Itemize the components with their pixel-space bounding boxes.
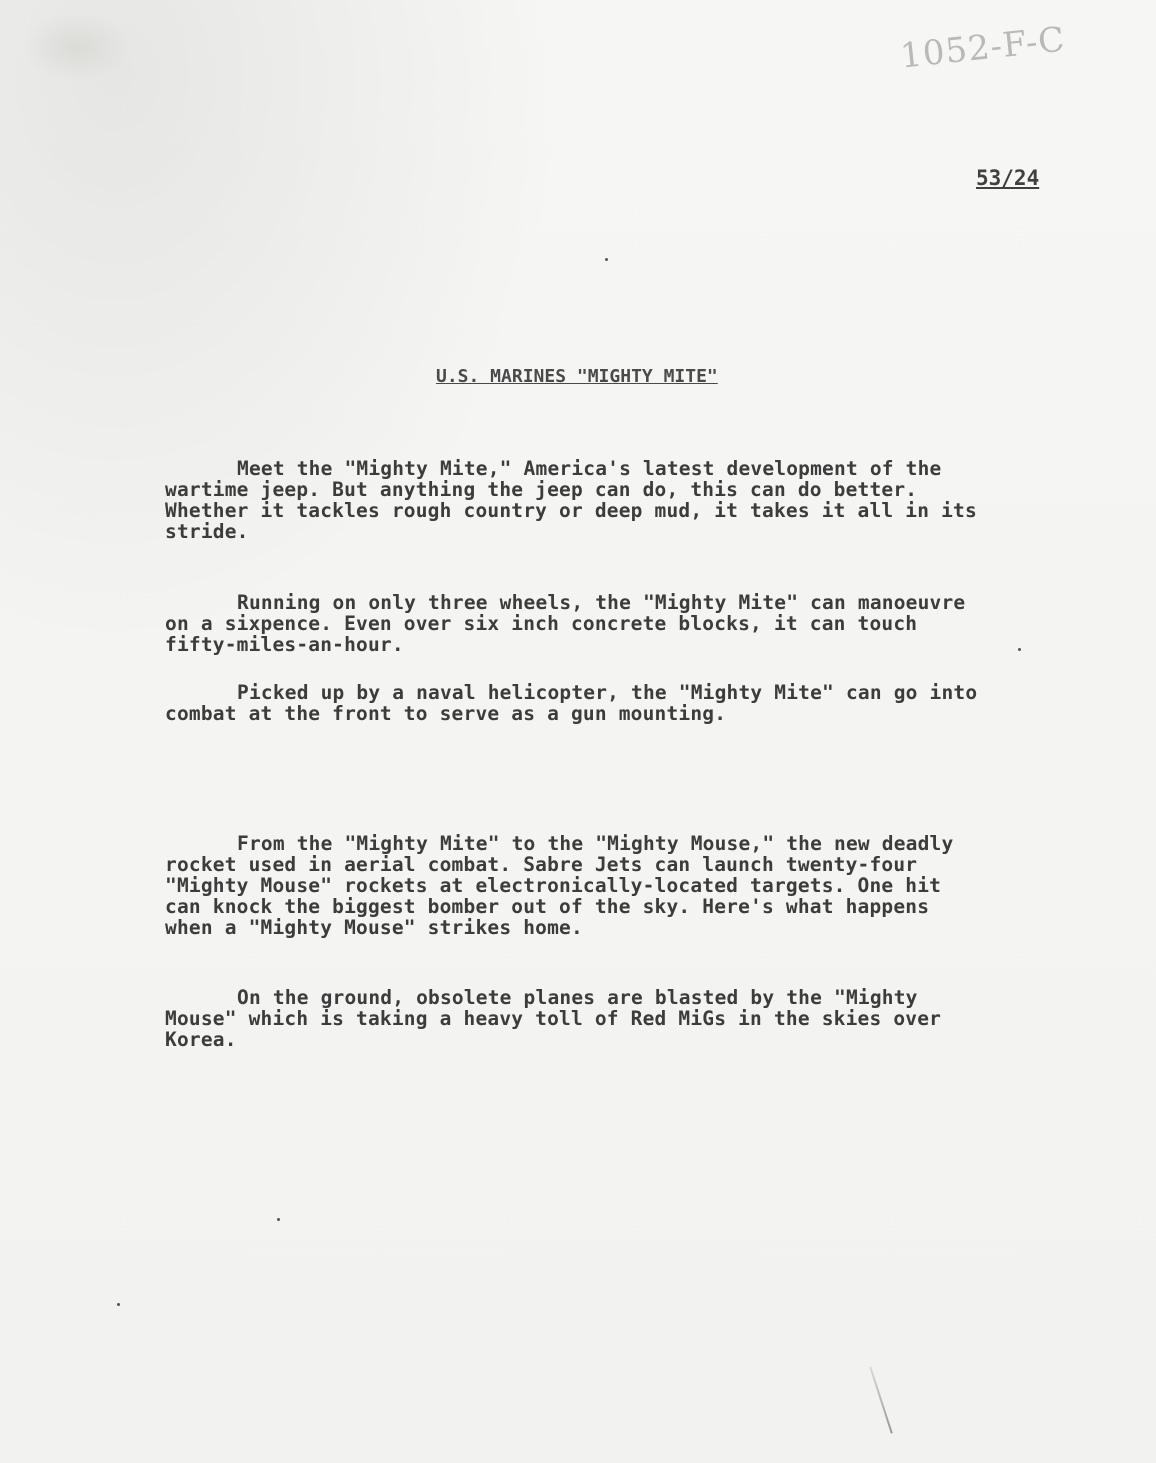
speck-mark — [1018, 648, 1021, 651]
paragraph-2: Running on only three wheels, the "Mighty Mite" can manoeuvre on a sixpence. Even over six inch concrete blocks, it can touch fifty-miles-an-hour. — [165, 591, 966, 656]
paragraph-4: From the "Mighty Mite" to the "Mighty Mouse," the new deadly rocket used in aerial combat. Sabre Jets can launch twenty-four "Mighty Mouse" rockets at electronically-located targets. One hit can knock the biggest bomber out of the sky. Here's what happens when a "Mighty Mouse" strikes home. — [165, 832, 954, 939]
speck-mark — [277, 1218, 280, 1221]
pencil-mark — [869, 1366, 893, 1433]
handwritten-reference: 1052-F-C — [898, 19, 1068, 77]
paragraph-5: On the ground, obsolete planes are blasted by the "Mighty Mouse" which is taking a heavy toll of Red MiGs in the skies over Korea. — [165, 986, 942, 1051]
paper-stain — [22, 12, 132, 82]
speck-mark — [117, 1303, 120, 1306]
paragraph-3: Picked up by a naval helicopter, the "Mighty Mite" can go into combat at the front to serve as a gun mounting. — [165, 681, 978, 725]
speck-mark — [605, 258, 608, 261]
paragraph-1: Meet the "Mighty Mite," America's latest development of the wartime jeep. But anything the jeep can do, this can do better. Whether it tackles rough country or deep mud, it takes it all in its stride. — [165, 457, 977, 543]
page-reference: 53/24 — [976, 166, 1040, 190]
document-title: U.S. MARINES "MIGHTY MITE" — [436, 366, 718, 387]
